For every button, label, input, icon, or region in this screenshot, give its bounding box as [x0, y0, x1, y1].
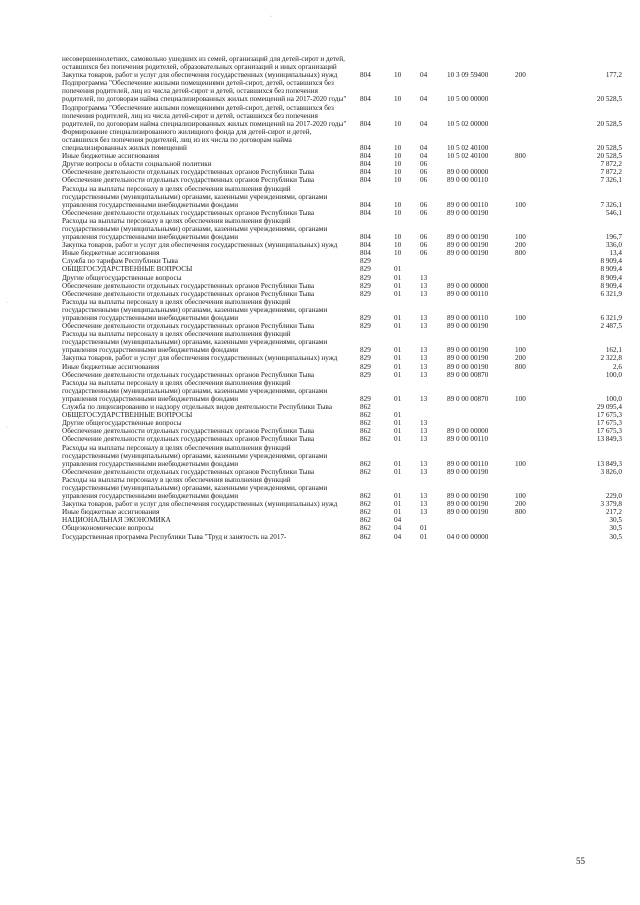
ved-code: 804	[360, 233, 371, 242]
subsection-code: 13	[420, 459, 428, 468]
row-name: Расходы на выплаты персоналу в целях обеспечения выполнения функций государственными (муниципальными) органами, казенными учреждениями, органами управления государственными внебюджетными фондами	[62, 330, 328, 355]
row-name: Обеспечение деятельности отдельных государственных органов Республики Тыва	[62, 467, 315, 476]
target-article-code: 89 0 00 00000	[447, 281, 489, 290]
amount: 17 675,3	[596, 419, 622, 428]
subsection-code: 06	[420, 208, 428, 217]
row-name: Служба по тарифам Республики Тыва	[62, 257, 178, 266]
row-name: Обеспечение деятельности отдельных государственных органов Республики Тыва	[62, 322, 315, 331]
subsection-code: 13	[420, 500, 428, 509]
amount: 20 528,5	[596, 95, 622, 104]
amount: 6 321,9	[600, 289, 622, 298]
ved-code: 804	[360, 168, 371, 177]
subsection-code: 13	[420, 354, 428, 363]
table-row	[62, 249, 622, 257]
budget-table	[62, 55, 622, 541]
table-row	[62, 298, 622, 322]
target-article-code: 89 0 00 00190	[447, 467, 489, 476]
ved-code: 829	[360, 281, 371, 290]
section-code: 01	[394, 322, 402, 331]
row-name: Другие общегосударственные вопросы	[62, 273, 182, 282]
row-name: Расходы на выплаты персоналу в целях обеспечения выполнения функций государственными (муниципальными) органами, казенными учреждениями, органами управления государственными внебюджетными фондами	[62, 443, 328, 468]
amount: 162,1	[605, 346, 622, 355]
section-code: 01	[394, 354, 402, 363]
table-row	[62, 411, 622, 419]
table-row	[62, 476, 622, 500]
subsection-code: 04	[420, 95, 428, 104]
amount: 7 326,1	[600, 176, 622, 185]
table-row	[62, 524, 622, 532]
amount: 2,6	[613, 362, 622, 371]
section-code: 10	[394, 200, 402, 209]
section-code: 10	[394, 176, 402, 185]
table-row	[62, 354, 622, 362]
target-article-code: 89 0 00 00870	[447, 394, 489, 403]
section-code: 01	[394, 370, 402, 379]
amount: 546,1	[605, 208, 622, 217]
table-row	[62, 500, 622, 508]
target-article-code: 89 0 00 00190	[447, 346, 489, 355]
table-row	[62, 290, 622, 298]
ved-code: 829	[360, 257, 371, 266]
ved-code: 862	[360, 427, 371, 436]
table-row	[62, 533, 622, 541]
table-row	[62, 128, 622, 152]
row-name: Обеспечение деятельности отдельных государственных органов Республики Тыва	[62, 427, 315, 436]
ved-code: 862	[360, 492, 371, 501]
section-code: 10	[394, 168, 402, 177]
row-name: Иные бюджетные ассигнования	[62, 152, 160, 161]
ved-code: 829	[360, 322, 371, 331]
row-name: Общеэкономические вопросы	[62, 524, 154, 533]
expense-type-code: 100	[515, 233, 526, 242]
amount: 6 321,9	[600, 314, 622, 322]
section-code: 10	[394, 71, 402, 80]
amount: 3 379,8	[600, 500, 622, 509]
table-row	[62, 79, 622, 103]
row-name: Иные бюджетные ассигнования	[62, 249, 160, 258]
subsection-code: 04	[420, 71, 428, 80]
subsection-code: 06	[420, 249, 428, 258]
subsection-code: 13	[420, 492, 428, 501]
amount: 100,0	[605, 370, 622, 379]
target-article-code: 89 0 00 00190	[447, 241, 489, 250]
expense-type-code: 200	[515, 241, 526, 250]
amount: 7 326,1	[600, 200, 622, 209]
subsection-code: 13	[420, 289, 428, 298]
row-name: несовершеннолетних, самовольно ушедших из семей, организаций для детей-сирот и детей, оставшихся без попечения родителей, образовательных организаций и иных организаций	[62, 55, 345, 72]
ved-code: 829	[360, 273, 371, 282]
amount: 336,0	[605, 241, 622, 250]
table-row	[62, 160, 622, 168]
target-article-code: 89 0 00 00190	[447, 322, 489, 331]
row-name: Расходы на выплаты персоналу в целях обеспечения выполнения функций государственными (муниципальными) органами, казенными учреждениями, органами управления государственными внебюджетными фондами	[62, 184, 328, 209]
table-row	[62, 419, 622, 427]
section-code: 10	[394, 241, 402, 250]
ved-code: 804	[360, 160, 371, 169]
ved-code: 804	[360, 144, 371, 153]
amount: 8 909,4	[600, 273, 622, 282]
row-name: Обеспечение деятельности отдельных государственных органов Республики Тыва	[62, 168, 315, 177]
section-code: 01	[394, 500, 402, 509]
ved-code: 829	[360, 265, 371, 274]
row-name: Обеспечение деятельности отдельных государственных органов Республики Тыва	[62, 435, 315, 444]
section-code: 01	[394, 419, 402, 428]
expense-type-code: 800	[515, 508, 526, 517]
ved-code: 829	[360, 314, 371, 322]
target-article-code: 89 0 00 00000	[447, 168, 489, 177]
target-article-code: 89 0 00 00190	[447, 500, 489, 509]
table-row	[62, 516, 622, 524]
subsection-code: 13	[420, 394, 428, 403]
amount: 20 528,5	[596, 119, 622, 128]
ved-code: 829	[360, 346, 371, 355]
ved-code: 829	[360, 289, 371, 298]
row-name: Расходы на выплаты персоналу в целях обеспечения выполнения функций государственными (муниципальными) органами, казенными учреждениями, органами управления государственными внебюджетными фондами	[62, 297, 328, 322]
section-code: 04	[394, 524, 402, 533]
subsection-code: 13	[420, 508, 428, 517]
amount: 8 909,4	[600, 257, 622, 266]
ved-code: 862	[360, 435, 371, 444]
table-row	[62, 379, 622, 403]
subsection-code: 04	[420, 152, 428, 161]
target-article-code: 89 0 00 00110	[447, 459, 489, 468]
amount: 196,7	[605, 233, 622, 242]
expense-type-code: 100	[515, 314, 526, 322]
target-article-code: 89 0 00 00190	[447, 233, 489, 242]
section-code: 10	[394, 95, 402, 104]
subsection-code: 13	[420, 419, 428, 428]
amount: 8 909,4	[600, 281, 622, 290]
subsection-code: 04	[420, 144, 428, 153]
scan-mark: ·	[6, 300, 8, 306]
row-name: Подпрограмма "Обеспечение жилыми помещениями детей-сирот, детей, оставшихся без попечения родителей, лиц из числа детей-сирот и детей, оставшихся без попечения родителей, по договорам найма специализированных жилых помещений на 2017-2020 годы"	[62, 103, 347, 128]
target-article-code: 89 0 00 00190	[447, 249, 489, 258]
subsection-code: 06	[420, 241, 428, 250]
table-row	[62, 435, 622, 443]
expense-type-code: 100	[515, 492, 526, 501]
row-name: Другие вопросы в области социальной политики	[62, 160, 212, 169]
table-row	[62, 55, 622, 71]
table-row	[62, 508, 622, 516]
target-article-code: 89 0 00 00190	[447, 354, 489, 363]
section-code: 01	[394, 508, 402, 517]
row-name: Расходы на выплаты персоналу в целях обеспечения выполнения функций государственными (муниципальными) органами, казенными учреждениями, органами управления государственными внебюджетными фондами	[62, 216, 328, 242]
expense-type-code: 200	[515, 500, 526, 509]
amount: 7 872,2	[600, 168, 622, 177]
amount: 13,4	[609, 249, 622, 258]
section-code: 10	[394, 119, 402, 128]
expense-type-code: 100	[515, 200, 526, 209]
table-row	[62, 257, 622, 265]
ved-code: 862	[360, 411, 371, 420]
section-code: 10	[394, 249, 402, 258]
row-name: Расходы на выплаты персоналу в целях обеспечения выполнения функций государственными (муниципальными) органами, казенными учреждениями, органами управления государственными внебюджетными фондами	[62, 378, 328, 403]
table-row	[62, 403, 622, 411]
row-name: Обеспечение деятельности отдельных государственных органов Республики Тыва	[62, 281, 315, 290]
table-row	[62, 322, 622, 330]
amount: 17 675,3	[596, 411, 622, 420]
table-row	[62, 468, 622, 476]
table-row	[62, 71, 622, 79]
target-article-code: 89 0 00 00190	[447, 508, 489, 517]
amount: 13 849,3	[596, 459, 622, 468]
subsection-code: 13	[420, 346, 428, 355]
section-code: 01	[394, 492, 402, 501]
table-row	[62, 330, 622, 354]
section-code: 01	[394, 467, 402, 476]
target-article-code: 10 5 02 40100	[447, 144, 489, 153]
target-article-code: 89 0 00 00190	[447, 208, 489, 217]
row-name: Другие общегосударственные вопросы	[62, 419, 182, 428]
row-name: Закупка товаров, работ и услуг для обеспечения государственных (муниципальных) нужд	[62, 354, 338, 363]
subsection-code: 13	[420, 314, 428, 322]
section-code: 10	[394, 208, 402, 217]
target-article-code: 10 5 02 40100	[447, 152, 489, 161]
target-article-code: 10 5 00 00000	[447, 95, 489, 104]
ved-code: 829	[360, 362, 371, 371]
amount: 13 849,3	[596, 435, 622, 444]
target-article-code: 89 0 00 00190	[447, 492, 489, 501]
amount: 20 528,5	[596, 152, 622, 161]
row-name: Обеспечение деятельности отдельных государственных органов Республики Тыва	[62, 370, 315, 379]
section-code: 10	[394, 152, 402, 161]
section-code: 01	[394, 459, 402, 468]
ved-code: 862	[360, 467, 371, 476]
expense-type-code: 200	[515, 71, 526, 80]
table-row	[62, 209, 622, 217]
section-code: 10	[394, 160, 402, 169]
ved-code: 804	[360, 176, 371, 185]
section-code: 01	[394, 427, 402, 436]
subsection-code: 13	[420, 273, 428, 282]
subsection-code: 06	[420, 160, 428, 169]
row-name: ОБЩЕГОСУДАРСТВЕННЫЕ ВОПРОСЫ	[62, 411, 193, 420]
expense-type-code: 200	[515, 354, 526, 363]
table-row	[62, 152, 622, 160]
amount: 2 487,5	[600, 322, 622, 331]
table-row	[62, 444, 622, 468]
target-article-code: 04 0 00 00000	[447, 532, 489, 541]
section-code: 01	[394, 273, 402, 282]
expense-type-code: 100	[515, 459, 526, 468]
table-row	[62, 371, 622, 379]
ved-code: 862	[360, 403, 371, 412]
amount: 229,0	[605, 492, 622, 501]
scan-mark: ·	[6, 425, 8, 431]
ved-code: 829	[360, 370, 371, 379]
table-row	[62, 217, 622, 241]
expense-type-code: 800	[515, 152, 526, 161]
section-code: 10	[394, 144, 402, 153]
row-name: Расходы на выплаты персоналу в целях обеспечения выполнения функций государственными (муниципальными) органами, казенными учреждениями, органами управления государственными внебюджетными фондами	[62, 475, 328, 501]
expense-type-code: 800	[515, 249, 526, 258]
section-code: 04	[394, 532, 402, 541]
table-row	[62, 363, 622, 371]
table-row	[62, 265, 622, 273]
row-name: Обеспечение деятельности отдельных государственных органов Республики Тыва	[62, 176, 315, 185]
subsection-code: 06	[420, 200, 428, 209]
row-name: Закупка товаров, работ и услуг для обеспечения государственных (муниципальных) нужд	[62, 71, 338, 80]
row-name: Закупка товаров, работ и услуг для обеспечения государственных (муниципальных) нужд	[62, 241, 338, 250]
section-code: 01	[394, 411, 402, 420]
amount: 8 909,4	[600, 265, 622, 274]
ved-code: 804	[360, 241, 371, 250]
ved-code: 804	[360, 208, 371, 217]
ved-code: 829	[360, 354, 371, 363]
target-article-code: 89 0 00 00110	[447, 176, 489, 185]
target-article-code: 10 3 09 59400	[447, 71, 489, 80]
ved-code: 862	[360, 532, 371, 541]
row-name: Обеспечение деятельности отдельных государственных органов Республики Тыва	[62, 289, 315, 298]
section-code: 01	[394, 394, 402, 403]
amount: 2 322,8	[600, 354, 622, 363]
table-row	[62, 274, 622, 282]
target-article-code: 89 0 00 00110	[447, 289, 489, 298]
amount: 177,2	[605, 71, 622, 80]
amount: 30,5	[609, 516, 622, 525]
row-name: Обеспечение деятельности отдельных государственных органов Республики Тыва	[62, 208, 315, 217]
subsection-code: 13	[420, 435, 428, 444]
row-name: Иные бюджетные ассигнования	[62, 508, 160, 517]
amount: 7 872,2	[600, 160, 622, 169]
target-article-code: 89 0 00 00110	[447, 435, 489, 444]
section-code: 01	[394, 281, 402, 290]
ved-code: 862	[360, 524, 371, 533]
amount: 30,5	[609, 524, 622, 533]
ved-code: 829	[360, 394, 371, 403]
subsection-code: 01	[420, 524, 428, 533]
table-row	[62, 185, 622, 209]
section-code: 10	[394, 233, 402, 242]
subsection-code: 04	[420, 119, 428, 128]
section-code: 01	[394, 435, 402, 444]
target-article-code: 89 0 00 00110	[447, 200, 489, 209]
amount: 100,0	[605, 394, 622, 403]
amount: 17 675,3	[596, 427, 622, 436]
page-number: 55	[576, 856, 585, 866]
ved-code: 862	[360, 516, 371, 525]
ved-code: 804	[360, 200, 371, 209]
subsection-code: 13	[420, 322, 428, 331]
subsection-code: 06	[420, 233, 428, 242]
row-name: Формирование специализированного жилищного фонда для детей-сирот и детей, оставшихся без попечения родителей, лиц из их числа по договорам найма специализированных жилых помещений	[62, 127, 312, 153]
amount: 217,2	[605, 508, 622, 517]
section-code: 01	[394, 289, 402, 298]
section-code: 01	[394, 362, 402, 371]
subsection-code: 06	[420, 176, 428, 185]
row-name: НАЦИОНАЛЬНАЯ ЭКОНОМИКА	[62, 516, 171, 525]
ved-code: 804	[360, 119, 371, 128]
expense-type-code: 800	[515, 362, 526, 371]
amount: 30,5	[609, 532, 622, 541]
row-name: Служба по лицензированию и надзору отдельных видов деятельности Республики Тыва	[62, 403, 333, 412]
target-article-code: 10 5 02 00000	[447, 119, 489, 128]
scan-mark: ·	[270, 14, 272, 20]
row-name: ОБЩЕГОСУДАРСТВЕННЫЕ ВОПРОСЫ	[62, 265, 193, 274]
target-article-code: 89 0 00 00190	[447, 362, 489, 371]
section-code: 01	[394, 314, 402, 322]
table-row	[62, 104, 622, 128]
ved-code: 862	[360, 500, 371, 509]
ved-code: 804	[360, 95, 371, 104]
amount: 29 095,4	[596, 403, 622, 412]
section-code: 01	[394, 346, 402, 355]
table-row	[62, 176, 622, 184]
subsection-code: 13	[420, 427, 428, 436]
ved-code: 804	[360, 152, 371, 161]
ved-code: 862	[360, 508, 371, 517]
target-article-code: 89 0 00 00000	[447, 427, 489, 436]
ved-code: 862	[360, 459, 371, 468]
subsection-code: 13	[420, 362, 428, 371]
section-code: 04	[394, 516, 402, 525]
section-code: 01	[394, 265, 402, 274]
table-row	[62, 282, 622, 290]
table-row	[62, 427, 622, 435]
row-name: Подпрограмма "Обеспечение жилыми помещениями детей-сирот, детей, оставшихся без попечения родителей, лиц из числа детей-сирот и детей, оставшихся без попечения родителей, по договорам найма специализированных жилых помещений на 2017-2020 годы"	[62, 79, 347, 104]
target-article-code: 89 0 00 00110	[447, 314, 489, 322]
amount: 20 528,5	[596, 144, 622, 153]
target-article-code: 89 0 00 00870	[447, 370, 489, 379]
table-row	[62, 241, 622, 249]
row-name: Иные бюджетные ассигнования	[62, 362, 160, 371]
subsection-code: 13	[420, 281, 428, 290]
amount: 3 826,0	[600, 467, 622, 476]
subsection-code: 13	[420, 370, 428, 379]
subsection-code: 13	[420, 467, 428, 476]
subsection-code: 06	[420, 168, 428, 177]
row-name: Закупка товаров, работ и услуг для обеспечения государственных (муниципальных) нужд	[62, 500, 338, 509]
ved-code: 804	[360, 71, 371, 80]
ved-code: 804	[360, 249, 371, 258]
subsection-code: 01	[420, 532, 428, 541]
row-name: Государственная программа Республики Тыва "Труд и занятость на 2017-	[62, 532, 287, 541]
table-row	[62, 168, 622, 176]
ved-code: 862	[360, 419, 371, 428]
expense-type-code: 100	[515, 346, 526, 355]
expense-type-code: 100	[515, 394, 526, 403]
